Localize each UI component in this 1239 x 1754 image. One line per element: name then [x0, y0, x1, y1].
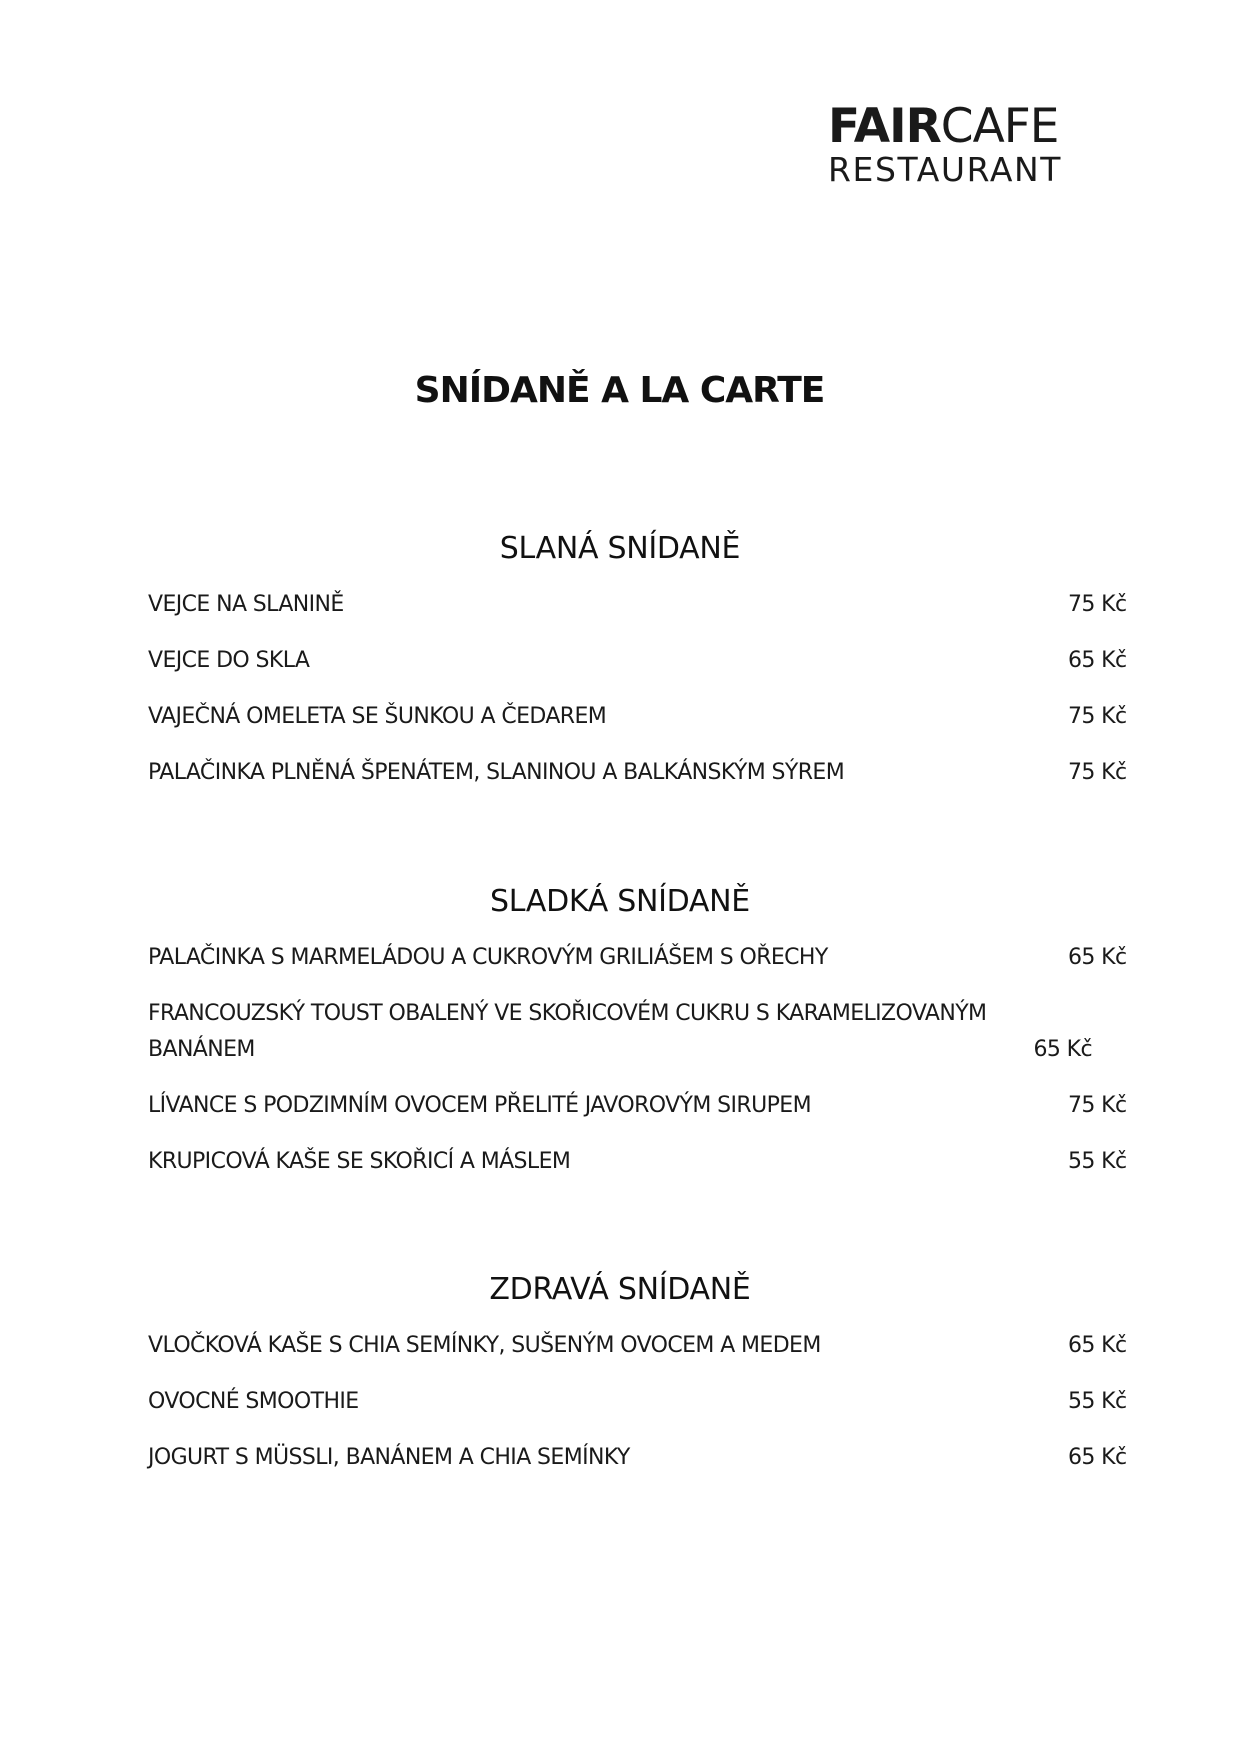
menu-item	[148, 643, 1127, 679]
menu-item-price: 65 Kč	[1068, 1333, 1127, 1358]
section-title: SLANÁ SNÍDANĚ	[499, 531, 741, 566]
menu-item-price: 65 Kč	[1068, 945, 1127, 970]
menu-item-price: 75 Kč	[1068, 1093, 1127, 1118]
section-savory-breakfast	[148, 527, 1127, 811]
menu-item-name: LÍVANCE S PODZIMNÍM OVOCEM PŘELITÉ JAVOROVÝM SIRUPEM	[148, 1093, 811, 1118]
logo-wordmark	[828, 99, 1074, 154]
menu-item	[148, 587, 1127, 623]
menu-item	[148, 1328, 1127, 1364]
section-healthy-breakfast	[148, 1268, 1127, 1496]
menu-item-name: VEJCE NA SLANINĚ	[148, 592, 344, 617]
menu-item-price: 75 Kč	[1068, 704, 1127, 729]
menu-item-name: VEJCE DO SKLA	[148, 648, 310, 673]
menu-item-price: 75 Kč	[1068, 592, 1127, 617]
menu-item-price: 65 Kč	[1068, 1445, 1127, 1470]
menu-item	[148, 996, 1092, 1068]
menu-item-name: PALAČINKA S MARMELÁDOU A CUKROVÝM GRILIÁŠEM S OŘECHY	[148, 945, 828, 970]
menu-item-name: KRUPICOVÁ KAŠE SE SKOŘICÍ A MÁSLEM	[148, 1149, 571, 1174]
section-sweet-breakfast	[148, 880, 1127, 1200]
section-title: ZDRAVÁ SNÍDANĚ	[489, 1272, 751, 1307]
menu-item-name: JOGURT S MÜSSLI, BANÁNEM A CHIA SEMÍNKY	[148, 1445, 630, 1470]
menu-item-name: VLOČKOVÁ KAŠE S CHIA SEMÍNKY, SUŠENÝM OVOCEM A MEDEM	[148, 1333, 821, 1358]
menu-item	[148, 699, 1127, 735]
menu-item	[148, 1440, 1127, 1476]
menu-item-price: 65 Kč	[1033, 1037, 1092, 1062]
menu-item	[148, 1088, 1127, 1124]
menu-item-price: 55 Kč	[1068, 1389, 1127, 1414]
menu-item	[148, 1144, 1127, 1180]
menu-item	[148, 755, 1127, 791]
restaurant-logo	[828, 99, 1074, 189]
menu-item-price: 75 Kč	[1068, 760, 1127, 785]
logo-fair-text: FAIR	[828, 99, 941, 154]
menu-item-price: 65 Kč	[1068, 648, 1127, 673]
section-title: SLADKÁ SNÍDANĚ	[490, 884, 750, 919]
menu-item-name: VAJEČNÁ OMELETA SE ŠUNKOU A ČEDAREM	[148, 704, 607, 729]
menu-item-price: 55 Kč	[1068, 1149, 1127, 1174]
menu-item	[148, 1384, 1127, 1420]
logo-cafe-text: CAFE	[940, 99, 1059, 154]
menu-item-name: PALAČINKA PLNĚNÁ ŠPENÁTEM, SLANINOU A BALKÁNSKÝM SÝREM	[148, 760, 845, 785]
page-title: SNÍDANĚ A LA CARTE	[414, 370, 825, 411]
menu-item-name: FRANCOUZSKÝ TOUST OBALENÝ VE SKOŘICOVÉM CUKRU S KARAMELIZOVANÝM BANÁNEM	[148, 1001, 987, 1062]
logo-restaurant-text: RESTAURANT	[828, 150, 1063, 189]
menu-item	[148, 940, 1127, 976]
menu-item-name: OVOCNÉ SMOOTHIE	[148, 1389, 359, 1414]
